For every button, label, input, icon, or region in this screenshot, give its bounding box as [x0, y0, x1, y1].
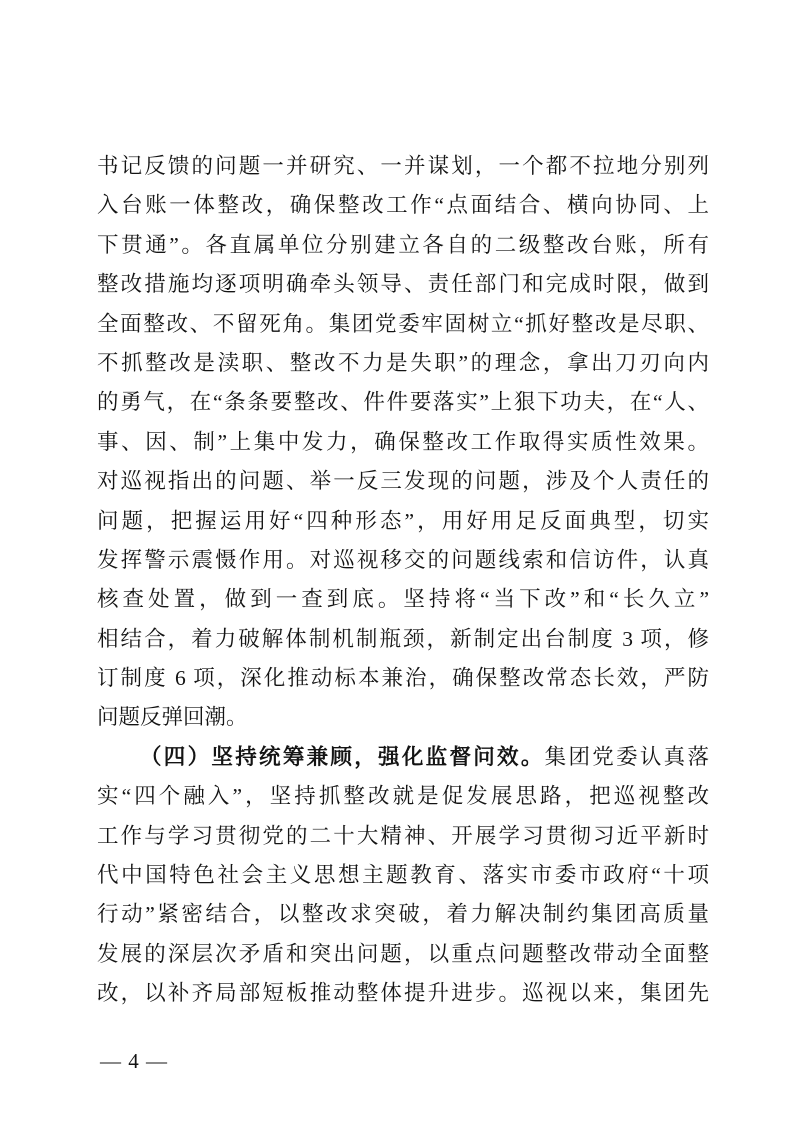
body-text: 订制度 6 项，深化推动标本兼治，确保整改常态长效，严防 — [97, 666, 709, 691]
paragraph-continuation — [97, 147, 709, 738]
body-text: 对巡视指出的问题、举一反三发现的问题，涉及个人责任的 — [97, 469, 709, 494]
text-line — [97, 935, 709, 974]
body-text: 入台账一体整改，确保整改工作“点面结合、横向协同、上 — [97, 193, 709, 218]
text-line — [97, 659, 709, 698]
body-text: 全面整改、不留死角。集团党委牢固树立“抓好整改是尽职、 — [97, 311, 709, 336]
text-line — [97, 147, 709, 186]
text-line — [97, 265, 709, 304]
text-line — [97, 580, 709, 619]
text-line — [97, 817, 709, 856]
body-text: 实“四个融入”，坚持抓整改就是促发展思路，把巡视整改 — [97, 784, 709, 809]
body-text: 发展的深层次矛盾和突出问题，以重点问题整改带动全面整 — [97, 941, 709, 966]
text-line — [97, 226, 709, 265]
body-text: 代中国特色社会主义思想主题教育、落实市委市政府“十项 — [97, 863, 709, 888]
paragraph-section-four — [97, 738, 709, 1014]
body-text: 问题反弹回潮。 — [97, 705, 248, 730]
body-text: 问题，把握运用好“四种形态”，用好用足反面典型，切实 — [97, 508, 709, 533]
document-body — [97, 147, 709, 1014]
text-line — [97, 423, 709, 462]
text-line — [97, 738, 709, 777]
body-text: 整改措施均逐项明确牵头领导、责任部门和完成时限，做到 — [97, 272, 709, 297]
text-line — [97, 974, 709, 1013]
body-text: 集团党委认真落 — [544, 744, 709, 769]
text-line — [97, 462, 709, 501]
section-heading-text: （四）坚持统筹兼顾，强化监督问效。 — [140, 744, 545, 769]
text-line — [97, 698, 709, 737]
body-text: 事、因、制”上集中发力，确保整改工作取得实质性效果。 — [97, 429, 709, 454]
text-line — [97, 502, 709, 541]
body-text: 改，以补齐局部短板推动整体提升进步。巡视以来，集团先 — [97, 981, 709, 1006]
text-line — [97, 895, 709, 934]
text-line — [97, 305, 709, 344]
text-line — [97, 344, 709, 383]
text-line — [97, 186, 709, 225]
body-text: 工作与学习贯彻党的二十大精神、开展学习贯彻习近平新时 — [97, 823, 709, 848]
text-line — [97, 856, 709, 895]
body-text: 发挥警示震慑作用。对巡视移交的问题线索和信访件，认真 — [97, 547, 709, 572]
body-text: 不抓整改是渎职、整改不力是失职”的理念，拿出刀刃向内 — [97, 350, 709, 375]
body-text: 行动”紧密结合，以整改求突破，着力解决制约集团高质量 — [97, 902, 709, 927]
body-text: 下贯通”。各直属单位分别建立各自的二级整改台账，所有 — [97, 232, 709, 257]
body-text: 书记反馈的问题一并研究、一并谋划，一个都不拉地分别列 — [97, 154, 709, 178]
body-text: 相结合，着力破解体制机制瓶颈，新制定出台制度 3 项，修 — [97, 626, 709, 651]
body-text: 核查处置，做到一查到底。坚持将“当下改”和“长久立” — [97, 587, 709, 612]
page-number: — 4 — — [100, 1049, 168, 1073]
text-line — [97, 541, 709, 580]
body-text: 的勇气，在“条条要整改、件件要落实”上狠下功夫，在“人、 — [97, 390, 709, 415]
text-line — [97, 620, 709, 659]
text-line — [97, 383, 709, 422]
text-line — [97, 777, 709, 816]
